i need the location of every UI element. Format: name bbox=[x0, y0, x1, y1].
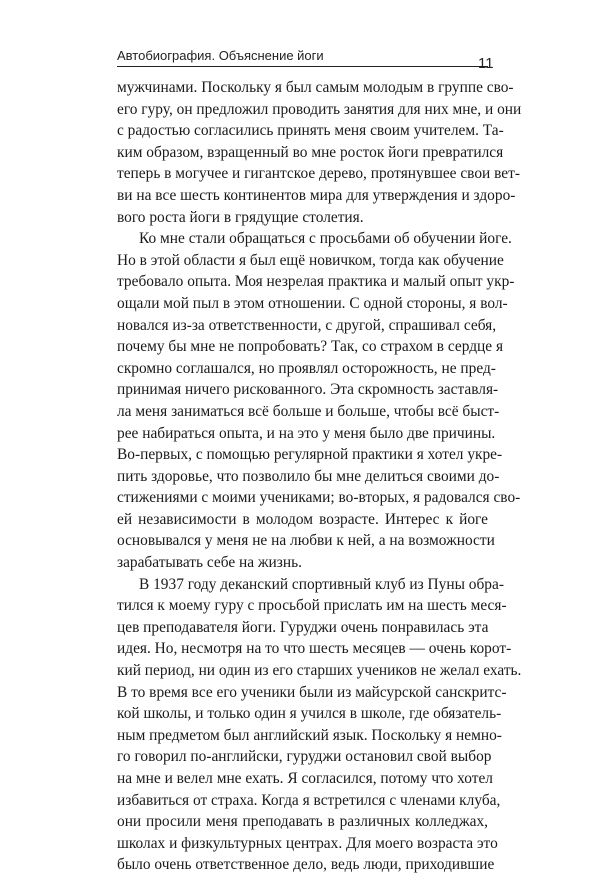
running-header bbox=[117, 44, 488, 67]
text-line: идея. Но, несмотря на то что шесть месяцев — очень корот- bbox=[117, 640, 512, 658]
text-line: новался из-за ответственности, с другой, спрашивал себя, bbox=[117, 316, 497, 334]
text-line: В то время все его ученики были из майсурской санскритс- bbox=[117, 683, 507, 701]
text-line: ощали мой пыл в этом отношении. С одной стороны, я вол- bbox=[117, 294, 508, 312]
text-line: тился к моему гуру с просьбой прислать им на шесть меся- bbox=[117, 597, 507, 615]
text-line: В 1937 году деканский спортивный клуб из Пуны обра- bbox=[139, 575, 504, 593]
paragraph bbox=[117, 77, 522, 228]
text-line: школах и физкультурных центрах. Для моего возраста это bbox=[117, 834, 498, 852]
text-line: ла меня заниматься всё больше и больше, чтобы всё быст- bbox=[117, 402, 500, 420]
text-line: кой школы, и только один я учился в школе, где обязатель- bbox=[117, 705, 502, 723]
page-number: 11 bbox=[478, 55, 494, 72]
text-line: рее набираться опыта, и на это у меня было две причины. bbox=[117, 424, 496, 442]
text-line: го говорил по-английски, гуруджи остановил свой выбор bbox=[117, 748, 492, 766]
text-line: ви на все шесть континентов мира для утверждения и здоро- bbox=[117, 186, 516, 204]
text-line: его гуру, он предложил проводить занятия для них мне, и они bbox=[117, 100, 522, 118]
text-line: основывался у меня не на любви к ней, а на возможности bbox=[117, 532, 495, 550]
running-title: Автобиография. Объяснение йоги bbox=[117, 48, 324, 63]
text-line: кий период, ни один из его старших учеников не желал ехать. bbox=[117, 662, 522, 680]
text-line: почему бы мне не попробовать? Так, со страхом в сердце я bbox=[117, 338, 504, 356]
text-line: мужчинами. Поскольку я был самым молодым в группе сво- bbox=[117, 79, 514, 96]
text-line: вого роста йоги в грядущие столетия. bbox=[117, 208, 364, 226]
text-line: Во-первых, с помощью регулярной практики я хотел укре- bbox=[117, 446, 503, 464]
text-line: Ко мне стали обращаться с просьбами об обучении йоге. bbox=[139, 230, 512, 248]
body-text bbox=[117, 77, 522, 876]
text-line: ей независимости в молодом возрасте. Интерес к йоге bbox=[117, 510, 488, 528]
text-line: требовало опыта. Моя незрелая практика и малый опыт укр- bbox=[117, 273, 515, 291]
text-line: Но в этой области я был ещё новичком, тогда как обучение bbox=[117, 251, 504, 269]
text-line: цев преподавателя йоги. Гуруджи очень понравилась эта bbox=[117, 618, 489, 636]
text-line: с радостью согласились принять меня своим учителем. Та- bbox=[117, 122, 504, 140]
text-line: зарабатывать себе на жизнь. bbox=[117, 554, 302, 572]
text-line: ным предметом был английский язык. Поскольку я немно- bbox=[117, 726, 502, 744]
text-line: избавиться от страха. Когда я встретился с членами клуба, bbox=[117, 791, 501, 809]
text-line: на мне и велел мне ехать. Я согласился, потому что хотел bbox=[117, 770, 493, 787]
text-line: теперь в могучее и гигантское дерево, протянувшее свои вет- bbox=[117, 165, 520, 183]
text-line: ким образом, взращенный во мне росток йоги превратился bbox=[117, 143, 504, 161]
paragraph bbox=[117, 574, 522, 876]
paragraph bbox=[117, 228, 521, 574]
text-line: принимая ничего рискованного. Эта скромность заставля- bbox=[117, 381, 499, 399]
text-line: они просили меня преподавать в различных колледжах, bbox=[117, 813, 488, 831]
text-line: пить здоровье, что позволило бы мне делиться своими до- bbox=[117, 467, 500, 485]
text-line: было очень ответственное дело, ведь люди, приходившие bbox=[117, 856, 495, 874]
text-line: стижениями с моими учениками; во-вторых, я радовался сво- bbox=[117, 489, 521, 507]
text-line: скромно соглашался, но проявлял осторожность, не пред- bbox=[117, 359, 496, 377]
